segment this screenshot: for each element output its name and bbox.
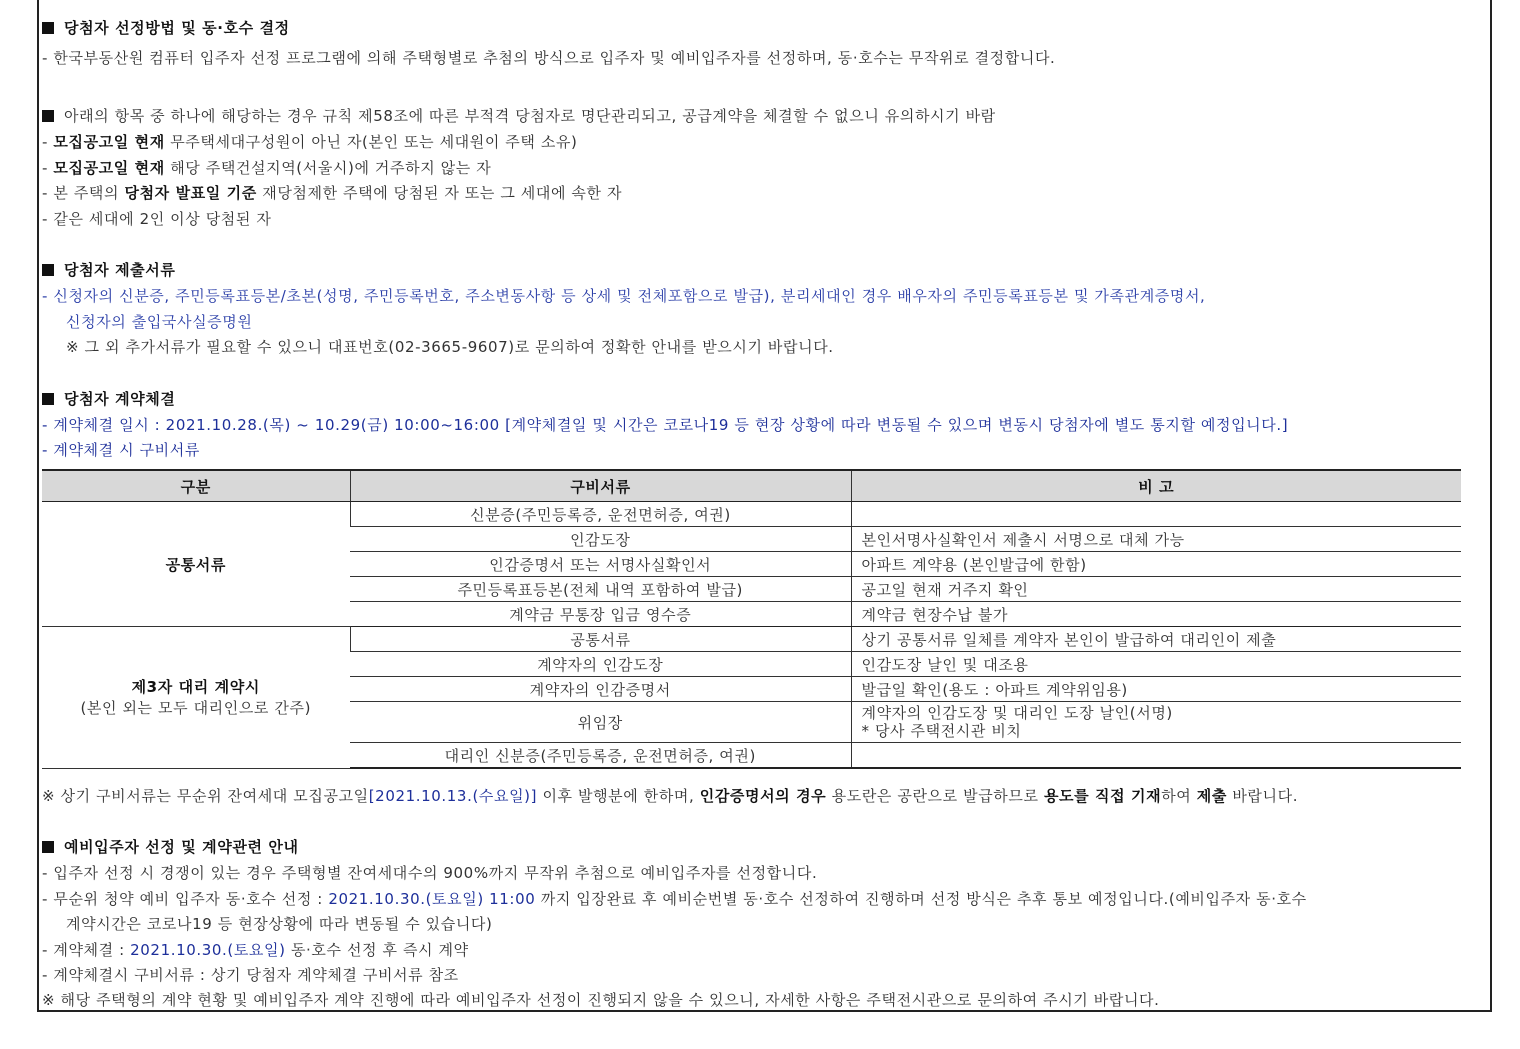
emphasis: 모집공고일 현재 [53, 159, 165, 177]
emphasis: 당첨자 발표일 기준 [124, 184, 257, 202]
note-cell: 계약금 현장수납 불가 [851, 602, 1461, 627]
required-documents-table [42, 469, 1461, 769]
item-text: 재당첨제한 주택에 당첨된 자 또는 그 세대에 속한 자 [256, 184, 623, 202]
doc-cell: 대리인 신분증(주민등록증, 운전면허증, 여권) [350, 743, 851, 769]
reserve-note: ※ 해당 주택형의 계약 현황 및 예비입주자 계약 진행에 따라 예비입주자 선정이 진행되지 않을 수 있으니, 자세한 사항은 주택전시관으로 문의하여 주시기 바랍니다. [42, 991, 1160, 1009]
note-date: [2021.10.13.(수요일)] [368, 787, 538, 805]
section-title-text: 당첨자 선정방법 및 동·호수 결정 [64, 19, 290, 37]
section-title-reserve [42, 837, 299, 857]
section-title-text: 예비입주자 선정 및 계약관련 안내 [64, 838, 299, 856]
doc-cell: 계약금 무통장 입금 영수증 [350, 602, 851, 627]
note-line: * 당사 주택전시관 비치 [861, 722, 1022, 740]
doc-cell: 공통서류 [350, 627, 851, 652]
section-title-text: 당첨자 계약체결 [64, 390, 176, 408]
group-proxy-sub: (본인 외는 모두 대리인으로 간주) [80, 699, 312, 718]
square-bullet-icon [42, 841, 54, 853]
reserve-date: 2021.10.30.(토요일) 11:00 [328, 890, 536, 908]
note-cell: 인감도장 날인 및 대조용 [851, 652, 1461, 677]
note-cell: 상기 공통서류 일체를 계약자 본인이 발급하여 대리인이 제출 [851, 627, 1461, 652]
note-cell: 발급일 확인(용도 : 아파트 계약위임용) [851, 677, 1461, 702]
reserve-line-3 [42, 940, 469, 960]
note-cell: 본인서명사실확인서 제출시 서명으로 대체 가능 [851, 527, 1461, 552]
note-text: 하여 [1161, 787, 1197, 805]
item-text: - 계약체결 : [42, 941, 131, 959]
emphasis: 제출 [1196, 787, 1227, 805]
square-bullet-icon [42, 264, 54, 276]
group-proxy [42, 627, 350, 769]
note-text: ※ 상기 구비서류는 무순위 잔여세대 모집공고일 [42, 787, 369, 805]
note-text: 바랍니다. [1226, 787, 1299, 805]
documents-note: ※ 그 외 추가서류가 필요할 수 있으니 대표번호(02-3665-9607)로 문의하여 정확한 안내를 받으시기 바랍니다. [66, 338, 834, 356]
note-line: 계약자의 인감도장 및 대리인 도장 날인(서명) [861, 704, 1173, 722]
note-cell [851, 743, 1461, 769]
emphasis: 모집공고일 현재 [53, 133, 165, 151]
disqualify-item-1: - 모집공고일 현재 무주택세대구성원이 아닌 자(본인 또는 세대원이 주택 소유) [42, 133, 578, 151]
table-row [42, 627, 1461, 652]
disqualify-item-4: - 같은 세대에 2인 이상 당첨된 자 [42, 210, 272, 228]
table-header-row [42, 470, 1461, 502]
disqualify-item-3 [42, 183, 622, 203]
header-category: 구분 [42, 470, 350, 502]
doc-cell: 인감도장 [350, 527, 851, 552]
reserve-date: 2021.10.30.(토요일) [130, 941, 286, 959]
section-title-contract [42, 389, 175, 409]
disqualify-item-2: - 모집공고일 현재 해당 주택건설지역(서울시)에 거주하지 않는 자 [42, 159, 492, 177]
group-proxy-title: 제3자 대리 계약시 [131, 678, 260, 697]
contract-docs-line: - 계약체결 시 구비서류 [42, 441, 200, 459]
note-cell: 공고일 현재 거주지 확인 [851, 577, 1461, 602]
header-documents: 구비서류 [350, 470, 851, 502]
section-title-selection [42, 18, 290, 38]
section-title-text: 당첨자 제출서류 [64, 261, 176, 279]
doc-cell: 신분증(주민등록증, 운전면허증, 여권) [350, 502, 851, 527]
emphasis: 용도를 직접 기재 [1043, 787, 1162, 805]
documents-line-1: - 신청자의 신분증, 주민등록표등본/초본(성명, 주민등록번호, 주소변동사항 등 상세 및 전체포함으로 발급), 분리세대인 경우 배우자의 주민등록표등본 및 가족관계증명서, [42, 287, 1206, 305]
emphasis: 인감증명서의 경우 [699, 787, 827, 805]
reserve-line-2 [42, 889, 1307, 909]
selection-line: - 한국부동산원 컴퓨터 입주자 선정 프로그램에 의해 주택형별로 추첨의 방식으로 입주자 및 예비입주자를 선정하며, 동·호수는 무작위로 결정합니다. [42, 49, 1056, 67]
item-text: 해당 주택건설지역(서울시)에 거주하지 않는 자 [164, 159, 492, 177]
header-remarks: 비 고 [851, 470, 1461, 502]
note-cell [851, 702, 1461, 743]
note-cell [851, 502, 1461, 527]
group-common: 공통서류 [42, 502, 350, 627]
square-bullet-icon [42, 393, 54, 405]
section-title-text: 아래의 항목 중 하나에 해당하는 경우 규칙 제58조에 따른 부적격 당첨자로 명단관리되고, 공급계약을 체결할 수 없으니 유의하시기 바람 [64, 107, 996, 125]
reserve-line-2-cont: 계약시간은 코로나19 등 현장상황에 따라 변동될 수 있습니다) [66, 915, 493, 933]
item-text: - 본 주택의 [42, 184, 125, 202]
reserve-line-1: - 입주자 선정 시 경쟁이 있는 경우 주택형별 잔여세대수의 900%까지 무작위 추첨으로 예비입주자를 선정합니다. [42, 864, 818, 882]
item-text: - 무순위 청약 예비 입주자 동·호수 선정 : [42, 890, 329, 908]
square-bullet-icon [42, 22, 54, 34]
documents-line-2: 신청자의 출입국사실증명원 [66, 313, 253, 331]
doc-cell: 계약자의 인감증명서 [350, 677, 851, 702]
reserve-line-4: - 계약체결시 구비서류 : 상기 당첨자 계약체결 구비서류 참조 [42, 966, 459, 984]
documents-validity-note [42, 786, 1298, 806]
doc-cell: 위임장 [350, 702, 851, 743]
note-text: 이후 발행분에 한하며, [537, 787, 700, 805]
note-text: 용도란은 공란으로 발급하므로 [826, 787, 1044, 805]
item-text: 동·호수 선정 후 즉시 계약 [285, 941, 469, 959]
doc-cell: 주민등록표등본(전체 내역 포함하여 발급) [350, 577, 851, 602]
item-text: 까지 입장완료 후 예비순번별 동·호수 선정하여 진행하며 선정 방식은 추후 통보 예정입니다.(예비입주자 동·호수 [535, 890, 1307, 908]
item-text: 무주택세대구성원이 아닌 자(본인 또는 세대원이 주택 소유) [164, 133, 578, 151]
contract-date-line: - 계약체결 일시 : 2021.10.28.(목) ~ 10.29(금) 10:00~16:00 [계약체결일 및 시간은 코로나19 등 현장 상황에 따라 변동될 수 있으며 변동시 당첨자에 별도 통지할 예정입니다.] [42, 416, 1289, 434]
note-cell: 아파트 계약용 (본인발급에 한함) [851, 552, 1461, 577]
square-bullet-icon [42, 110, 54, 122]
section-title-documents [42, 260, 175, 280]
section-title-disqualify [42, 106, 996, 126]
table-row [42, 502, 1461, 527]
doc-cell: 계약자의 인감도장 [350, 652, 851, 677]
doc-cell: 인감증명서 또는 서명사실확인서 [350, 552, 851, 577]
